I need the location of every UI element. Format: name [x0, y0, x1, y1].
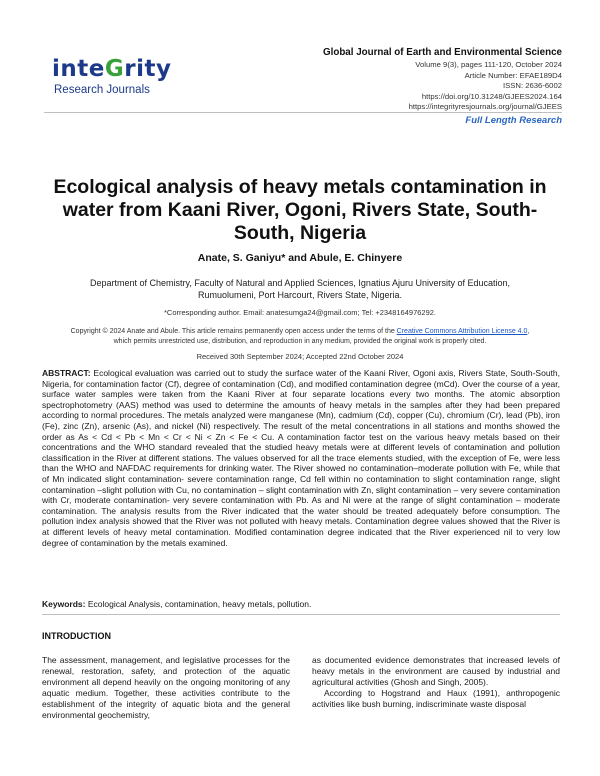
keywords	[42, 599, 560, 609]
keywords-text: Ecological Analysis, contamination, heavy metals, pollution.	[85, 599, 312, 609]
authors: Anate, S. Ganiyu* and Abule, E. Chinyere	[197, 252, 403, 264]
journal-title: Global Journal of Earth and Environmental Science	[323, 47, 562, 58]
logo-subtitle: Research Journals	[54, 84, 150, 96]
corresponding-author: *Corresponding author. Email: anatesumga24@gmail.com; Tel: +2348164976292.	[163, 308, 437, 317]
abstract	[42, 368, 560, 548]
journal-url-link[interactable]: https://integrityresjournals.org/journal/GJEES	[408, 102, 562, 112]
header-divider	[44, 112, 562, 113]
paragraph: According to Hogstrand and Haux (1991), anthropogenic activities like bush burning, indiscriminate waste disposal	[312, 687, 560, 709]
introduction-heading: INTRODUCTION	[42, 631, 111, 641]
article-number: Article Number: EFAE189D4	[464, 70, 562, 80]
journal-logo	[52, 56, 182, 104]
license-link[interactable]: Creative Commons Attribution License 4.0	[396, 328, 528, 335]
affiliation: Department of Chemistry, Faculty of Natural and Applied Sciences, Ignatius Ajuru University of Education, Rumuolumeni, Port Harcourt, Rivers State, Nigeria.	[89, 278, 511, 300]
journal-volume: Volume 9(3), pages 111-120, October 2024	[415, 60, 562, 69]
copyright-notice: Copyright © 2024 Anate and Abule. This article remains permanently open access under the terms of the Creative Commons Attribution License 4.0, which permits unrestricted use, distribution, and reproduction in any medium, provided the original work is properly cited.	[70, 328, 530, 345]
logo-wordmark: inteGrity	[52, 56, 172, 82]
abstract-text: Ecological evaluation was carried out to study the surface water of the Kaani River, Ogoni axis, Rivers State, South-South, Nigeria, for contamination factor (Cf), degree of contamination (Cd), and modified contamination degree (mCd). Over the course of a year, surface water samples were taken from the Kaani River at four separate locations every two months. The atomic absorption spectrophotometry (AAS) method was used to determine the amounts of heavy metals in the samples after they had been prepared according to normal procedures. The metals analyzed were manganese (Mn), cadmium (Cd), copper (Cu), chromium (Cr), lead (Pb), iron (Fe), zinc (Zn), arsenic (As), and nickel (Ni) respectively. The result of the metal concentrations in all stations and months showed the order as As < Cd < Pb < Mn < Cr < Ni < Zn < Fe < Cu. A contamination factor test on the various heavy metals based on their concentrations and the WHO standard revealed that the studied heavy metals were at different levels of contamination and pollution classification in the River at different stations. The values observed for all the trace elements studied, with the exception of Fe, were less than the WHO and NAFDAC requirements for drinking water. The River showed no contamination–moderate pollution with Fe, while that of Mn indicated slight contamination- severe contamination range, Cd fell within no contamination to slight contamination range, slight contamination –slight pollution with Cu, no contamination – slight contamination with Zn, slight contamination – very severe contamination with Cr, moderate contamination- very severe contamination with Pb. As and Ni were at the range of slight contamination – moderate contamination. The analysis results from the River indicated that the water should be treated adequately before consumption. The pollution index analysis showed that the River was not polluted with heavy metals. Contamination degree values showed that the River is at different levels of heavy metal contamination. Modified contamination degree indicated that the River experienced nil to very low degree of contamination by the metals examined.	[42, 368, 560, 548]
body-column-left	[42, 655, 290, 720]
abstract-label: ABSTRACT:	[42, 368, 91, 378]
issn: ISSN: 2636-6002	[503, 81, 562, 91]
body-column-right	[312, 655, 560, 710]
paragraph: The assessment, management, and legislative processes for the renewal, restoration, safety, and protection of the aquatic environment all depend heavily on the ongoing monitoring of any aquatic medium. Together, these activities contribute to the establishment of the integrity of aquatic biota and the general environmental geochemistry,	[42, 655, 290, 720]
keywords-label: Keywords:	[42, 599, 86, 609]
logo-accent-letter: G	[104, 56, 125, 82]
paragraph: as documented evidence demonstrates that increased levels of heavy metals in the environment are caused by industrial and agricultural activities (Ghosh and Singh, 2005).	[312, 655, 560, 687]
article-title: Ecological analysis of heavy metals contamination in water from Kaani River, Ogoni, Rivers State, South-South, Nigeria	[53, 176, 547, 244]
keywords-divider	[42, 614, 560, 615]
doi-link[interactable]: https://doi.org/10.31248/GJEES2024.164	[421, 91, 562, 101]
journal-info	[232, 47, 562, 113]
article-type-label: Full Length Research	[465, 115, 562, 126]
received-accepted-dates: Received 30th September 2024; Accepted 22nd October 2024	[196, 352, 404, 361]
